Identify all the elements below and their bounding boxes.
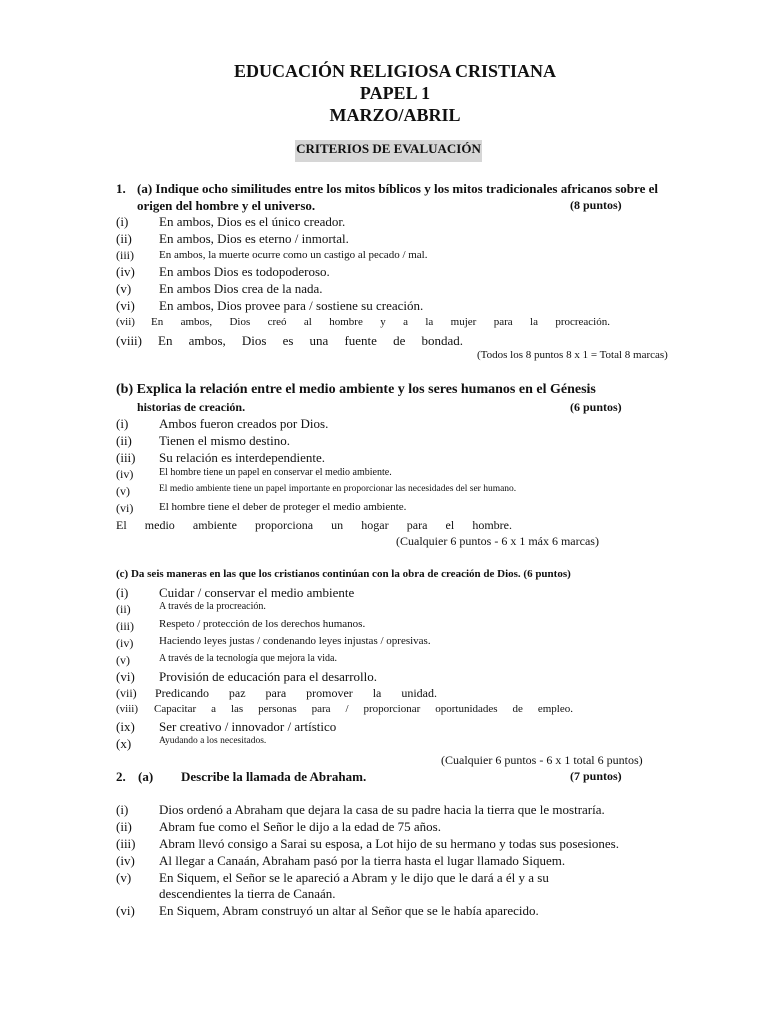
list-item-number: (vi) [116, 501, 134, 515]
list-item-text: Tienen el mismo destino. [159, 433, 290, 448]
list-item-number: (viii) [116, 333, 142, 348]
q1b-extra-answer: El medio ambiente proporciona un hogar para el hombre. [116, 518, 512, 532]
list-item-text: Su relación es interdependiente. [159, 450, 326, 465]
list-item-text: Capacitar a las personas para / proporcionar oportunidades de empleo. [154, 703, 573, 715]
list-item-text: El medio ambiente tiene un papel importante en proporcionar las necesidades del ser humano. [159, 484, 517, 494]
list-item-text: En ambos, Dios provee para / sostiene su creación. [159, 298, 424, 313]
list-item-number: (vi) [116, 903, 135, 918]
q1-number: 1. [116, 181, 126, 196]
q1b-question-line2: historias de creación. [137, 400, 246, 414]
list-item-number: (iv) [116, 467, 134, 481]
paper-label: PAPEL 1 [359, 83, 431, 103]
q1a-question-text: (a) Indique ocho similitudes entre los mitos bíblicos y los mitos tradicionales africanos sobre el [137, 181, 658, 196]
list-item-text: A través de la procreación. [159, 601, 266, 612]
list-item-number: (i) [116, 214, 129, 229]
list-item-text: Dios ordenó a Abraham que dejara la casa de su padre hacia la tierra que le mostraría. [159, 802, 605, 817]
list-item-number: (iv) [116, 264, 135, 279]
list-item-number: (ii) [116, 433, 132, 448]
list-item-number: (i) [116, 585, 129, 600]
q1a-question-line1 [137, 181, 768, 197]
document-title: EDUCACIÓN RELIGIOSA CRISTIANA [233, 61, 557, 81]
q1a-points: (8 puntos) [570, 198, 622, 212]
criterios-heading: CRITERIOS DE EVALUACIÓN [295, 140, 482, 162]
list-item-number: (iii) [116, 248, 134, 262]
q2a-points: (7 puntos) [570, 769, 622, 783]
list-item-text: Ambos fueron creados por Dios. [159, 416, 329, 431]
q1b-total: (Cualquier 6 puntos - 6 x 1 máx 6 marcas) [396, 534, 599, 548]
list-item-text: En ambos Dios es todopoderoso. [159, 264, 330, 279]
list-item-text: Provisión de educación para el desarrollo. [159, 669, 378, 684]
list-item-text: Al llegar a Canaán, Abraham pasó por la tierra hasta el lugar llamado Siquem. [159, 853, 566, 868]
q1b-points: (6 puntos) [570, 400, 622, 414]
q1b-question-line1: (b) Explica la relación entre el medio ambiente y los seres humanos en el Génesis [116, 382, 596, 397]
session-label: MARZO/ABRIL [329, 105, 461, 125]
list-item-text: En ambos, Dios es el único creador. [159, 214, 346, 229]
q1a-total: (Todos los 8 puntos 8 x 1 = Total 8 marcas) [477, 349, 668, 361]
list-item-text: En ambos, la muerte ocurre como un castigo al pecado / mal. [159, 249, 428, 261]
list-item-text: Respeto / protección de los derechos humanos. [159, 618, 366, 630]
list-item-number: (ii) [116, 602, 131, 616]
list-item-text: En ambos, Dios es una fuente de bondad. [158, 333, 463, 348]
list-item-number: (v) [116, 653, 130, 667]
list-item-text: A través de la tecnología que mejora la vida. [159, 653, 337, 664]
list-item-number: (x) [116, 736, 132, 751]
list-item-number: (v) [116, 281, 132, 296]
list-item-number: (vii) [116, 316, 135, 328]
list-item-number: (i) [116, 416, 129, 431]
list-item-number: (ix) [116, 719, 135, 734]
list-item-number: (iv) [116, 636, 134, 650]
list-item-number: (viii) [116, 703, 138, 715]
list-item-number: (vi) [116, 669, 135, 684]
list-item-number: (v) [116, 870, 132, 885]
list-item-text: Ayudando a los necesitados. [159, 736, 267, 746]
q1c-question: (c) Da seis maneras en las que los cristianos continúan con la obra de creación de Dios. (6 puntos) [116, 568, 571, 580]
list-item-number: (ii) [116, 231, 132, 246]
list-item-number: (i) [116, 802, 129, 817]
q1c-total: (Cualquier 6 puntos - 6 x 1 total 6 puntos) [441, 753, 643, 767]
list-item-number: (iii) [116, 836, 136, 851]
list-item-text: Haciendo leyes justas / condenando leyes injustas / opresivas. [159, 635, 431, 647]
list-item-text: En Siquem, Abram construyó un altar al Señor que se le había aparecido. [159, 903, 539, 918]
list-item-number: (ii) [116, 819, 132, 834]
list-item-text: En ambos Dios crea de la nada. [159, 281, 323, 296]
list-item-text: En Siquem, el Señor se le apareció a Abram y le dijo que le dará a él y a su [159, 870, 549, 885]
list-item-text: Predicando paz para promover la unidad. [155, 686, 437, 700]
list-item-number: (iii) [116, 450, 136, 465]
q2a-part-label: (a) [138, 769, 154, 784]
list-item-text: En ambos, Dios es eterno / inmortal. [159, 231, 349, 246]
list-item-number: (iv) [116, 853, 135, 868]
list-item-text: Ser creativo / innovador / artístico [159, 719, 337, 734]
q2-number: 2. [116, 769, 126, 784]
list-item-number: (vi) [116, 298, 135, 313]
list-item-text: Abram llevó consigo a Sarai su esposa, a Lot hijo de su hermano y todas sus posesiones. [159, 836, 619, 851]
list-item-text: El hombre tiene el deber de proteger el medio ambiente. [159, 501, 407, 513]
list-item-text: Cuidar / conservar el medio ambiente [159, 585, 355, 600]
list-item-number: (vii) [116, 686, 137, 700]
list-item-text: Abram fue como el Señor le dijo a la edad de 75 años. [159, 819, 441, 834]
list-item-number: (iii) [116, 619, 134, 633]
q2a-question: Describe la llamada de Abraham. [181, 769, 367, 784]
list-item-text: El hombre tiene un papel en conservar el medio ambiente. [159, 467, 392, 478]
list-item-text: En ambos, Dios creó al hombre y a la mujer para la procreación. [151, 316, 610, 328]
q1a-question-line2: origen del hombre y el universo. [137, 198, 316, 213]
list-item-text-continuation: descendientes la tierra de Canaán. [159, 886, 336, 901]
list-item-number: (v) [116, 484, 130, 498]
